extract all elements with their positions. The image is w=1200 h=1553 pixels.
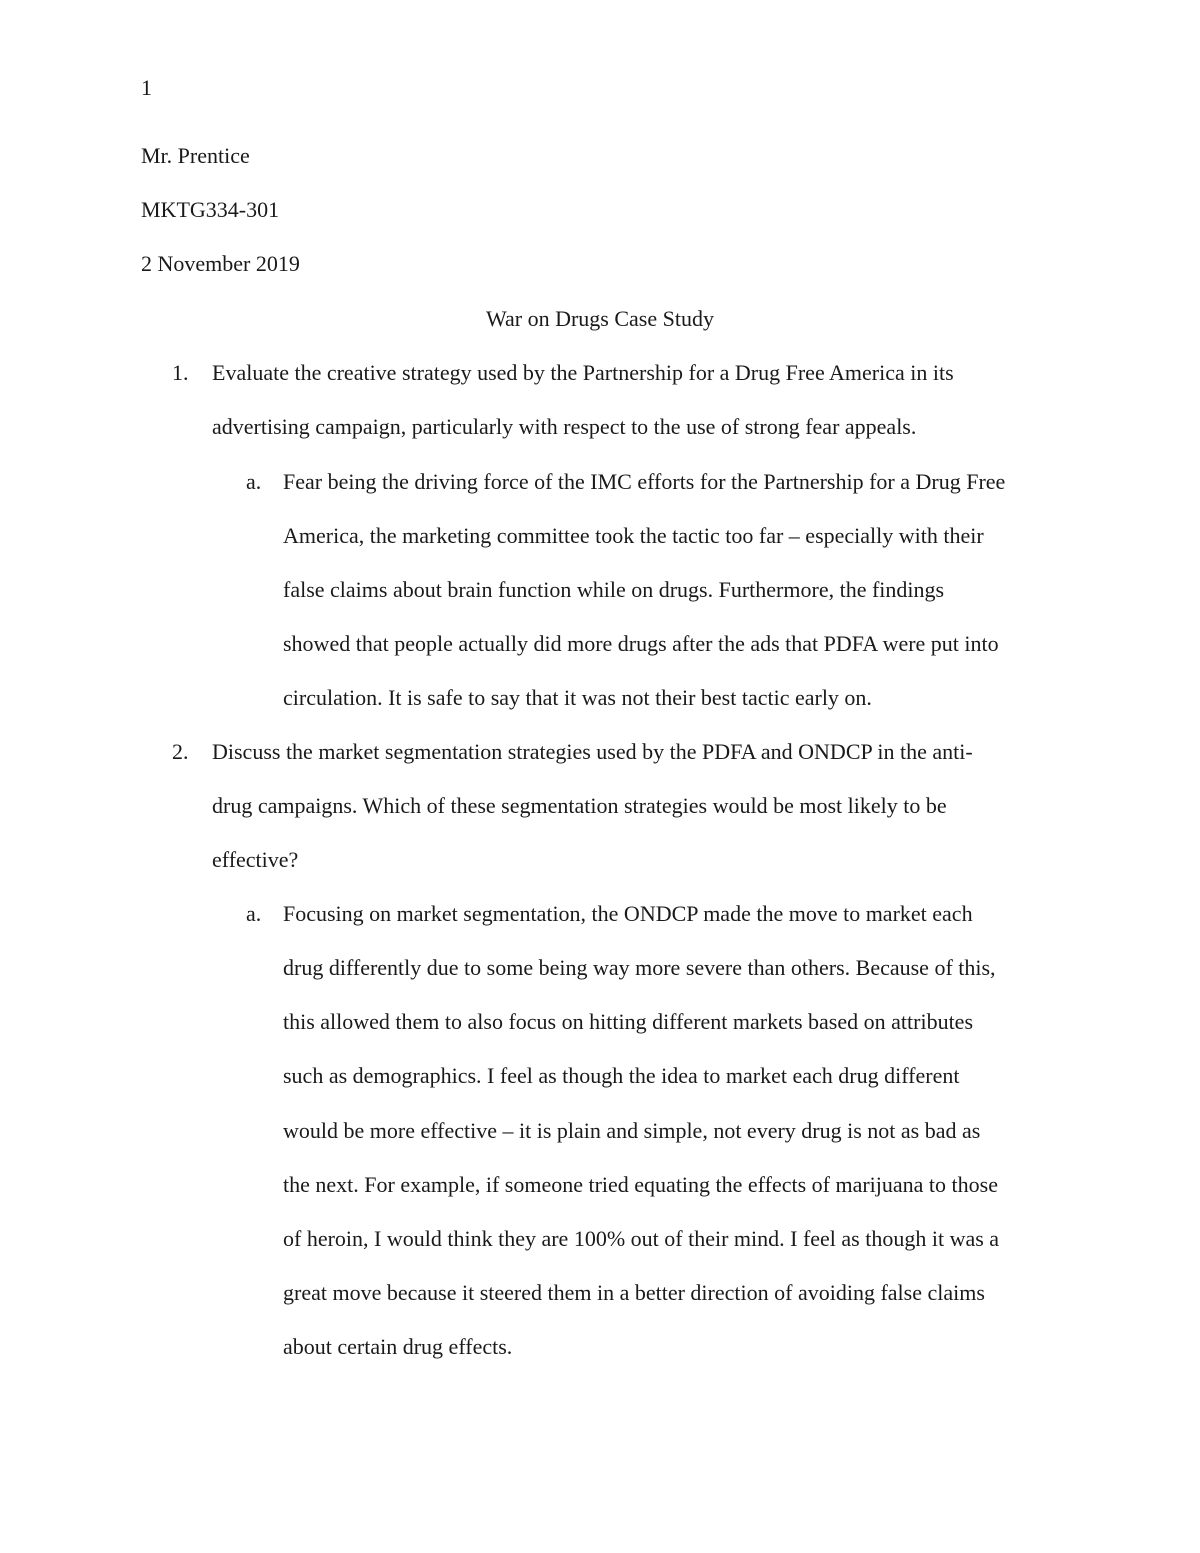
answer-2-line-4: such as demographics. I feel as though the idea to market each drug different	[283, 1063, 960, 1088]
course-code: MKTG334-301	[141, 197, 280, 222]
answer-1-line-1: Fear being the driving force of the IMC efforts for the Partnership for a Drug Free	[283, 469, 1006, 494]
question-2-line-3: effective?	[212, 847, 299, 872]
answer-2-line-8: great move because it steered them in a better direction of avoiding false claims	[283, 1280, 985, 1305]
document-title: War on Drugs Case Study	[486, 306, 714, 331]
question-2-line-1: Discuss the market segmentation strategies used by the PDFA and ONDCP in the anti-	[212, 739, 973, 764]
answer-2-line-5: would be more effective – it is plain and simple, not every drug is not as bad as	[283, 1118, 981, 1143]
question-1-line-1: Evaluate the creative strategy used by the Partnership for a Drug Free America in its	[212, 360, 954, 385]
instructor-name: Mr. Prentice	[141, 143, 250, 168]
answer-2-line-3: this allowed them to also focus on hitting different markets based on attributes	[283, 1009, 974, 1034]
answer-2-line-7: of heroin, I would think they are 100% out of their mind. I feel as though it was a	[283, 1226, 1000, 1251]
answer-1-line-5: circulation. It is safe to say that it was not their best tactic early on.	[283, 685, 872, 710]
question-2-line-2: drug campaigns. Which of these segmentation strategies would be most likely to be	[212, 793, 947, 818]
question-1-number: 1.	[172, 360, 189, 385]
answer-2-line-2: drug differently due to some being way more severe than others. Because of this,	[283, 955, 996, 980]
question-1-line-2: advertising campaign, particularly with respect to the use of strong fear appeals.	[212, 414, 917, 439]
answer-1-marker: a.	[246, 469, 262, 494]
page-number: 1	[141, 75, 152, 100]
answer-1-line-2: America, the marketing committee took the tactic too far – especially with their	[283, 523, 984, 548]
answer-2-line-1: Focusing on market segmentation, the ONDCP made the move to market each	[283, 901, 973, 926]
answer-1-line-3: false claims about brain function while on drugs. Furthermore, the findings	[283, 577, 945, 602]
answer-1-line-4: showed that people actually did more drugs after the ads that PDFA were put into	[283, 631, 999, 656]
answer-2-line-6: the next. For example, if someone tried equating the effects of marijuana to those	[283, 1172, 998, 1197]
answer-2-line-9: about certain drug effects.	[283, 1334, 513, 1359]
question-2-number: 2.	[172, 739, 189, 764]
document-date: 2 November 2019	[141, 251, 300, 276]
answer-2-marker: a.	[246, 901, 262, 926]
